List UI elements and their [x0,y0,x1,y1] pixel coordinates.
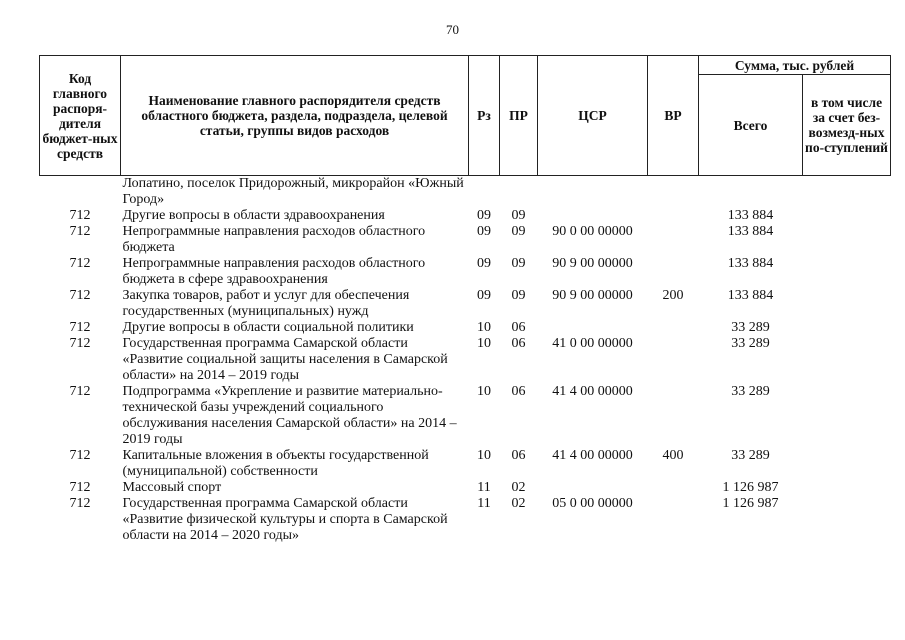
row-code: 712 [69,496,91,511]
table-row [40,224,891,256]
row-rz [469,176,500,209]
row-code: 712 [69,288,91,303]
row-csr: 05 0 00 00000 [552,496,633,511]
row-vr [648,208,699,224]
row-pr: 02 [511,496,526,511]
row-name: Непрограммные направления расходов областного бюджета в сфере здравоохранения [122,256,426,287]
row-total: 133 884 [727,256,774,271]
row-vr [648,176,699,209]
row-csr [538,320,648,336]
row-vr [648,496,699,544]
header-code: Код главного распоря-дителя бюджет-ных средств [40,56,121,176]
row-pr: 06 [511,384,526,399]
row-csr: 90 0 00 00000 [552,224,633,239]
row-code: 712 [69,480,91,495]
header-sum: Сумма, тыс. рублей [699,56,891,75]
row-csr: 90 9 00 00000 [552,288,633,303]
row-vr [648,320,699,336]
row-vr [648,384,699,448]
table-row [40,176,891,209]
row-vr: 400 [662,448,684,463]
row-name: Государственная программа Самарской области «Развитие физической культуры и спорта в Самарской области на 2014 – 2020 годы» [122,496,448,543]
header-csr: ЦСР [538,56,648,176]
row-rz: 09 [477,256,491,271]
row-code [40,176,121,209]
row-code: 712 [69,208,91,223]
table-row [40,480,891,496]
row-pr [500,176,538,209]
row-gratuitous [803,384,891,448]
row-name: Непрограммные направления расходов областного бюджета [122,224,426,255]
row-vr [648,224,699,256]
row-gratuitous [803,176,891,209]
row-pr: 02 [511,480,526,495]
row-total: 133 884 [727,288,774,303]
header-gratuitous: в том числе за счет без-возмезд-ных по-ступлений [803,75,891,176]
row-rz: 11 [477,496,491,511]
row-name: Закупка товаров, работ и услуг для обеспечения государственных (муниципальных) нужд [122,288,410,319]
row-vr [648,480,699,496]
row-pr: 09 [511,256,526,271]
row-csr [538,176,648,209]
table-row [40,384,891,448]
row-pr: 06 [511,336,526,351]
row-vr: 200 [662,288,684,303]
row-gratuitous [803,496,891,544]
row-rz: 09 [477,208,491,223]
header-pr: ПР [500,56,538,176]
row-pr: 06 [511,448,526,463]
row-code: 712 [69,256,91,271]
row-total: 33 289 [731,448,770,463]
header-vr: ВР [648,56,699,176]
row-pr: 09 [511,288,526,303]
row-name: Государственная программа Самарской области «Развитие социальной защиты населения в Самарской области» на 2014 – 2019 годы [122,336,448,383]
row-rz: 10 [477,320,491,335]
row-gratuitous [803,448,891,480]
row-csr: 41 0 00 00000 [552,336,633,351]
row-rz: 09 [477,224,491,239]
row-rz: 10 [477,336,491,351]
header-rz: Рз [469,56,500,176]
table-row [40,256,891,288]
row-rz: 10 [477,448,491,463]
row-rz: 09 [477,288,491,303]
row-rz: 11 [477,480,491,495]
row-vr [648,336,699,384]
row-rz: 10 [477,384,491,399]
table-row [40,208,891,224]
row-total: 133 884 [727,208,774,223]
row-code: 712 [69,320,91,335]
table-body [40,176,891,545]
row-csr: 41 4 00 00000 [552,448,633,463]
row-name: Другие вопросы в области социальной политики [122,320,414,335]
header-name: Наименование главного распорядителя средств областного бюджета, раздела, подраздела, целевой статьи, группы видов расходов [121,56,469,176]
row-csr: 41 4 00 00000 [552,384,633,399]
row-name: Лопатино, поселок Придорожный, микрорайон «Южный Город» [122,176,464,207]
row-code: 712 [69,448,91,463]
row-gratuitous [803,208,891,224]
row-gratuitous [803,224,891,256]
row-total: 33 289 [731,320,770,335]
row-name: Массовый спорт [122,480,222,495]
row-total: 1 126 987 [722,480,779,495]
row-total: 1 126 987 [722,496,779,511]
row-pr: 09 [511,208,526,223]
row-csr [538,208,648,224]
row-name: Другие вопросы в области здравоохранения [122,208,385,223]
table-row [40,288,891,320]
header-total: Всего [699,75,803,176]
row-code: 712 [69,384,91,399]
table-row [40,336,891,384]
row-csr [538,480,648,496]
row-gratuitous [803,336,891,384]
row-total: 33 289 [731,384,770,399]
row-vr [648,256,699,288]
row-code: 712 [69,224,91,239]
row-total [699,176,803,209]
budget-table [39,55,891,544]
row-total: 33 289 [731,336,770,351]
row-csr: 90 9 00 00000 [552,256,633,271]
row-name: Подпрограмма «Укрепление и развитие материально-технической базы учреждений социального обслуживания населения Самарской области» на 2014 – 2019 годы [122,384,457,447]
row-gratuitous [803,480,891,496]
row-total: 133 884 [727,224,774,239]
row-pr: 09 [511,224,526,239]
table-header [40,56,891,176]
row-name: Капитальные вложения в объекты государственной (муниципальной) собственности [122,448,429,479]
table-row [40,448,891,480]
row-gratuitous [803,288,891,320]
table-row [40,496,891,544]
row-gratuitous [803,320,891,336]
table-row [40,320,891,336]
row-code: 712 [69,336,91,351]
row-pr: 06 [511,320,526,335]
row-gratuitous [803,256,891,288]
page-number: 70 [446,22,459,37]
